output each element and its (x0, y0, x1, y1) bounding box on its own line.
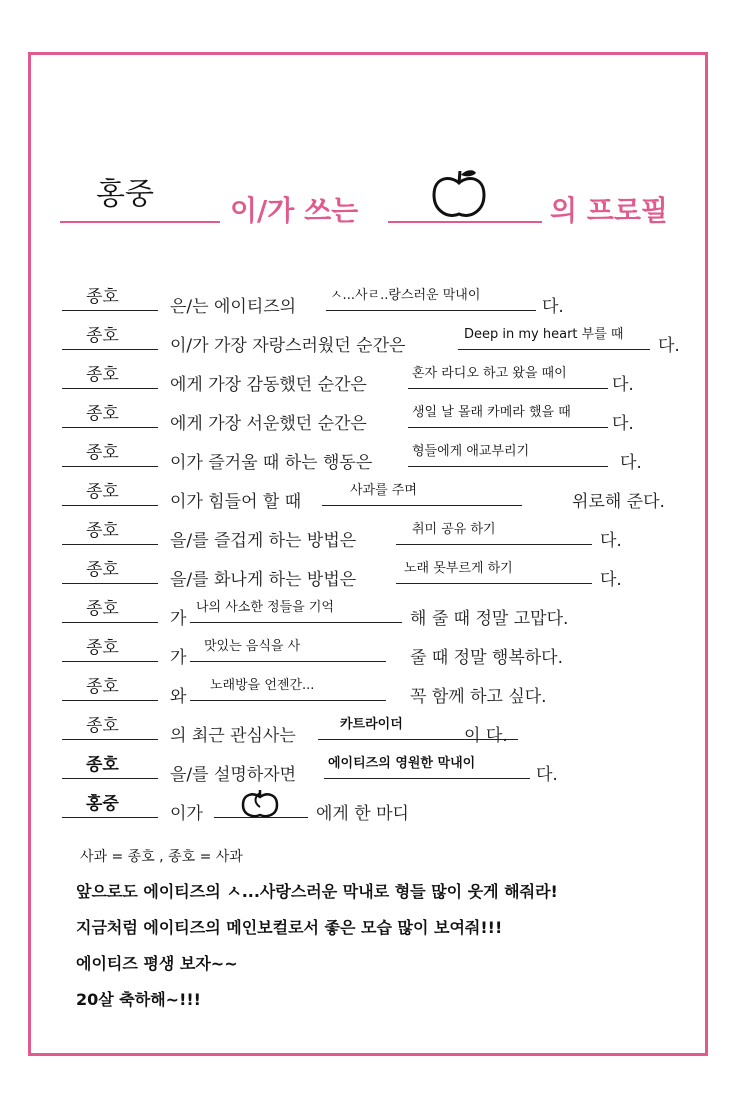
row-answer: Deep in my heart 부를 때 (464, 327, 624, 342)
row-5 (60, 436, 700, 474)
row-name: 종호 (86, 404, 119, 424)
row-after: 다. (612, 375, 634, 395)
row-after: 다. (600, 531, 622, 551)
row-1 (60, 280, 700, 318)
row-before: 의 최근 관심사는 (170, 726, 296, 746)
row-answer: ㅅ...사ㄹ..랑스러운 막내이 (330, 288, 481, 303)
row-3 (60, 358, 700, 396)
apple-icon (430, 167, 488, 221)
row-name: 종호 (86, 365, 119, 385)
writer-blank (60, 221, 220, 223)
row-before: 을/를 화나게 하는 방법은 (170, 570, 357, 590)
row-before: 이가 힘들어 할 때 (170, 492, 302, 512)
header-end-text: 의 프로필 (550, 194, 668, 227)
row-8 (60, 553, 700, 591)
writer-name: 홍중 (96, 177, 154, 212)
row-answer: 맛있는 음식을 사 (204, 639, 301, 654)
row-before: 이가 (170, 804, 203, 824)
row-name: 종호 (86, 287, 119, 307)
row-after: 줄 때 정말 행복하다. (410, 648, 563, 668)
row-after: 다. (658, 336, 680, 356)
row-before: 와 (170, 687, 187, 707)
row-14 (60, 787, 700, 825)
note-line-4: 에이티즈 평생 보자~~ (76, 954, 238, 973)
row-name: 홍중 (86, 794, 119, 814)
row-after: 다. (600, 570, 622, 590)
subject-blank (388, 221, 542, 223)
row-after: 다. (542, 297, 564, 317)
row-name: 종호 (86, 326, 119, 346)
row-6 (60, 475, 700, 513)
row-after: 이 다. (464, 726, 508, 746)
message-notes (76, 846, 680, 1023)
note-line-2: 앞으로도 에이티즈의 ㅅ...사랑스러운 막내로 형들 많이 웃게 해줘라! (76, 882, 558, 901)
row-name: 종호 (86, 482, 119, 502)
row-2 (60, 319, 700, 357)
row-before: 을/를 설명하자면 (170, 765, 297, 785)
row-10 (60, 631, 700, 669)
row-name: 종호 (86, 638, 119, 658)
row-after: 위로해 준다. (572, 492, 665, 512)
row-answer: 노래 못부르게 하기 (404, 561, 513, 576)
row-after: 에게 한 마디 (316, 804, 409, 824)
row-name: 종호 (86, 443, 119, 463)
row-before: 가 (170, 648, 187, 668)
row-before: 이가 즐거울 때 하는 행동은 (170, 453, 373, 473)
row-after: 다. (620, 453, 642, 473)
row-name: 종호 (86, 677, 119, 697)
row-answer: 노래방을 언젠간... (210, 678, 315, 693)
row-7 (60, 514, 700, 552)
row-answer: 생일 날 몰래 카메라 했을 때 (412, 405, 571, 420)
row-before: 에게 가장 서운했던 순간은 (170, 414, 367, 434)
row-name: 종호 (86, 755, 119, 775)
row-4 (60, 397, 700, 435)
row-11 (60, 670, 700, 708)
row-answer: 형들에게 애교부리기 (412, 444, 530, 459)
row-9 (60, 592, 700, 630)
row-answer: 취미 공유 하기 (412, 522, 496, 537)
row-name: 종호 (86, 521, 119, 541)
header-middle-text: 이/가 쓰는 (230, 194, 359, 227)
row-after: 해 줄 때 정말 고맙다. (410, 609, 569, 629)
row-name: 종호 (86, 560, 119, 580)
row-after: 다. (536, 765, 558, 785)
row-name: 종호 (86, 716, 119, 736)
apple-icon (240, 787, 280, 819)
row-after: 꼭 함께 하고 싶다. (410, 687, 547, 707)
row-name: 종호 (86, 599, 119, 619)
row-answer: 사과를 주며 (350, 483, 417, 498)
row-before: 가 (170, 609, 187, 629)
note-line-1: 사과 = 종호 , 종호 = 사과 (80, 849, 243, 865)
row-before: 이/가 가장 자랑스러웠던 순간은 (170, 336, 406, 356)
profile-header (60, 165, 700, 235)
row-answer: 혼자 라디오 하고 왔을 때이 (412, 366, 567, 381)
row-answer: 나의 사소한 정들을 기억 (196, 600, 334, 615)
row-12 (60, 709, 700, 747)
row-answer: 에이티즈의 영원한 막내이 (328, 756, 476, 771)
row-after: 다. (612, 414, 634, 434)
row-13 (60, 748, 700, 786)
row-before: 을/를 즐겁게 하는 방법은 (170, 531, 357, 551)
row-answer: 카트라이더 (340, 717, 403, 732)
note-line-5: 20살 축하해~!!! (76, 990, 201, 1009)
row-before: 에게 가장 감동했던 순간은 (170, 375, 367, 395)
note-line-3: 지금처럼 에이티즈의 메인보컬로서 좋은 모습 많이 보여줘!!! (76, 918, 503, 937)
row-before: 은/는 에이티즈의 (170, 297, 297, 317)
